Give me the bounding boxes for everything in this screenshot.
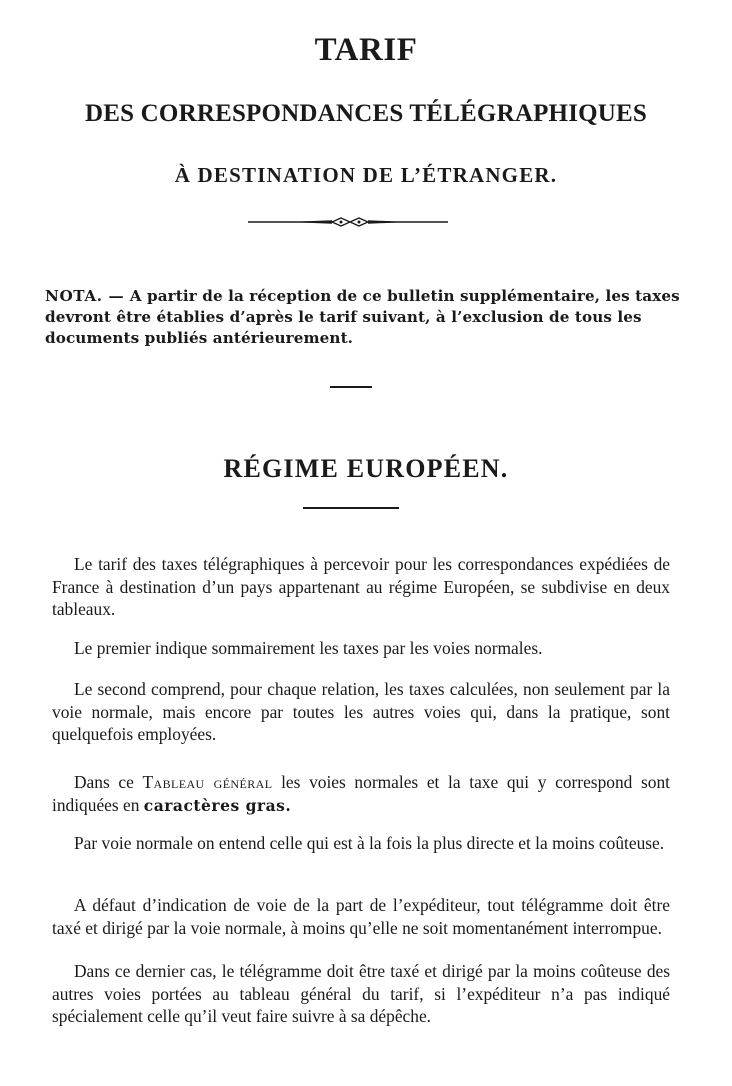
p4-text-middle: les voies normales et la taxe qui y correspond sont indiquées en bbox=[52, 772, 671, 815]
section-rule-divider bbox=[303, 507, 399, 509]
nota-paragraph bbox=[45, 286, 685, 349]
p4-text-before: Dans ce bbox=[74, 772, 143, 792]
paragraph-premier-tableau: Le premier indique sommairement les taxes par les voies normales. bbox=[74, 638, 543, 658]
page-subtitle: DES CORRESPONDANCES TÉLÉGRAPHIQUES bbox=[84, 100, 647, 127]
paragraph-tarif-intro: Le tarif des taxes télégraphiques à percevoir pour les correspondances expédiées de France à destination d’un pays appartenant au régime Européen, se subdivise en deux tableaux. bbox=[52, 554, 670, 619]
p4-tableau-general-smallcaps: Tableau général bbox=[142, 772, 273, 792]
page-title: TARIF bbox=[314, 32, 418, 68]
paragraph-tableau-general bbox=[52, 771, 670, 817]
short-rule-divider bbox=[330, 386, 372, 388]
paragraph-second-tableau: Le second comprend, pour chaque relation, les taxes calculées, non seulement par la voie normale, mais encore par toutes les autres voies qui, dans la pratique, sont quelquefois employées. bbox=[52, 679, 670, 744]
p4-caracteres-gras: caractères gras. bbox=[143, 795, 292, 815]
paragraph-voie-normale: Par voie normale on entend celle qui est à la fois la plus directe et la moins coûteuse. bbox=[74, 833, 665, 853]
nota-text: A partir de la réception de ce bulletin supplémentaire, les taxes devront être établies d’après le tarif suivant, à l’exclusion de tous les documents publiés antérieurement. bbox=[45, 287, 680, 347]
paragraph-defaut-indication: A défaut d’indication de voie de la part de l’expéditeur, tout télégramme doit être taxé et dirigé par la voie normale, à moins qu’elle ne soit momentanément interrompue. bbox=[52, 895, 670, 938]
paragraph-dernier-cas: Dans ce dernier cas, le télégramme doit être taxé et dirigé par la moins coûteuse des autres voies portées au tableau général du tarif, si l’expéditeur n’a pas indiqué spécialement celle qu’il veut faire suivre à sa dépêche. bbox=[52, 961, 670, 1026]
destination-heading: À DESTINATION DE L’ÉTRANGER. bbox=[174, 163, 558, 187]
section-title: RÉGIME EUROPÉEN. bbox=[223, 454, 509, 483]
ornament-divider-icon bbox=[248, 215, 448, 229]
nota-lead: NOTA. — bbox=[45, 287, 125, 305]
